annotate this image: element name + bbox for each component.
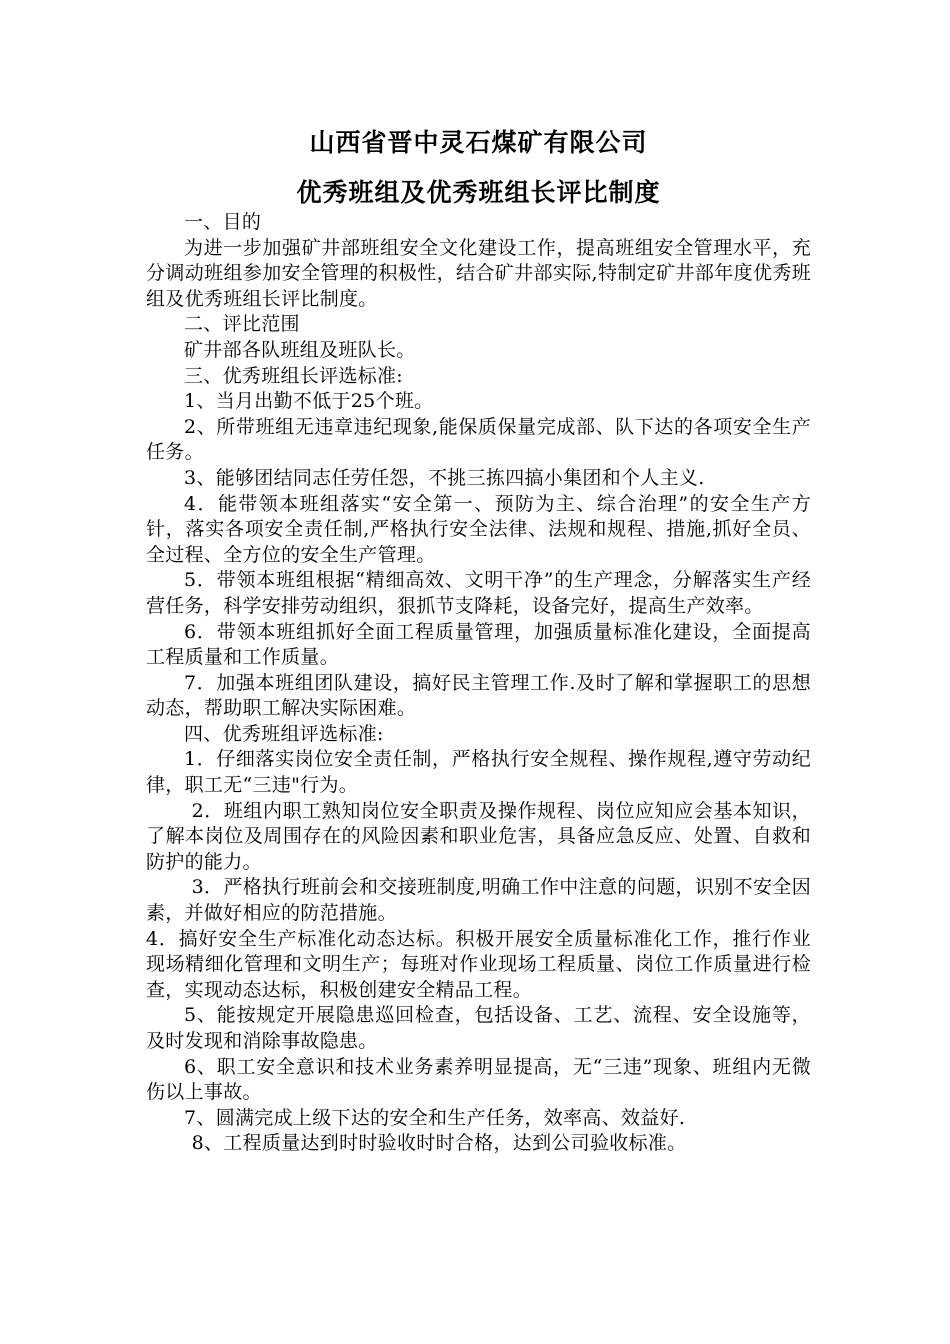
document-title-regulation: 优秀班组及优秀班组长评比制度 — [296, 178, 661, 207]
heading-leader-criteria: 三、优秀班组长评选标准: — [184, 364, 404, 387]
team-criterion-3: 3．严格执行班前会和交接班制度,明确工作中注意的问题，识别不安全因素，并做好相应的防范措施。 — [146, 876, 811, 925]
team-criterion-1: 1．仔细落实岗位安全责任制，严格执行安全规程、操作规程,遵守劳动纪律，职工无“三违"行为。 — [146, 748, 811, 797]
team-criterion-2: 2．班组内职工熟知岗位安全职责及操作规程、岗位应知应会基本知识，了解本岗位及周围存在的风险因素和职业危害，具备应急反应、处置、自救和防护的能力。 — [146, 799, 811, 873]
team-criterion-6: 6、职工安全意识和技术业务素养明显提高，无“三违”现象、班组内无微伤以上事故。 — [146, 1055, 811, 1104]
leader-criterion-5: 5．带领本班组根据“精细高效、文明干净”的生产理念，分解落实生产经营任务，科学安排劳动组织，狠抓节支降耗，设备完好，提高生产效率。 — [146, 569, 811, 617]
paragraph-purpose: 为进一步加强矿井部班组安全文化建设工作，提高班组安全管理水平，充分调动班组参加安全管理的积极性，结合矿井部实际,特制定矿井部年度优秀班组及优秀班组长评比制度。 — [146, 236, 811, 310]
paragraph-scope: 矿井部各队班组及班队长。 — [184, 338, 416, 361]
leader-criterion-3: 3、能够团结同志任劳任怨，不挑三拣四搞小集团和个人主义. — [184, 466, 705, 489]
team-criterion-5: 5、能按规定开展隐患巡回检查，包括设备、工艺、流程、安全设施等，及时发现和消除事故隐患。 — [146, 1004, 811, 1052]
team-criterion-4: 4．搞好安全生产标准化动态达标。积极开展安全质量标准化工作，推行作业现场精细化管理和文明生产；每班对作业现场工程质量、岗位工作质量进行检查，实现动态达标，积极创建安全精品工程。 — [146, 927, 811, 1001]
leader-criterion-2: 2、所带班组无违章违纪现象,能保质保量完成部、队下达的各项安全生产任务。 — [146, 415, 811, 464]
heading-team-criteria: 四、优秀班组评选标准: — [184, 722, 384, 745]
document-title-company: 山西省晋中灵石煤矿有限公司 — [309, 128, 648, 157]
document-page — [146, 128, 811, 1157]
heading-scope: 二、评比范围 — [184, 313, 300, 336]
leader-criterion-6: 6．带领本班组抓好全面工程质量管理，加强质量标准化建设，全面提高工程质量和工作质量。 — [146, 620, 811, 669]
document-body — [146, 210, 811, 1157]
team-criterion-8: 8、工程质量达到时时验收时时合格，达到公司验收标准。 — [191, 1132, 687, 1155]
team-criterion-7: 7、圆满完成上级下达的安全和生产任务，效率高、效益好. — [184, 1106, 686, 1129]
leader-criterion-1: 1、当月出勤不低于25个班。 — [184, 390, 434, 413]
leader-criterion-7: 7．加强本班组团队建设，搞好民主管理工作.及时了解和掌握职工的思想动态，帮助职工解决实际困难。 — [146, 671, 811, 720]
leader-criterion-4: 4．能带领本班组落实“安全第一、预防为主、综合治理”的安全生产方针，落实各项安全责任制,严格执行安全法律、法规和规程、措施,抓好全员、全过程、全方位的安全生产管理。 — [146, 492, 811, 566]
heading-purpose: 一、目的 — [184, 211, 262, 233]
